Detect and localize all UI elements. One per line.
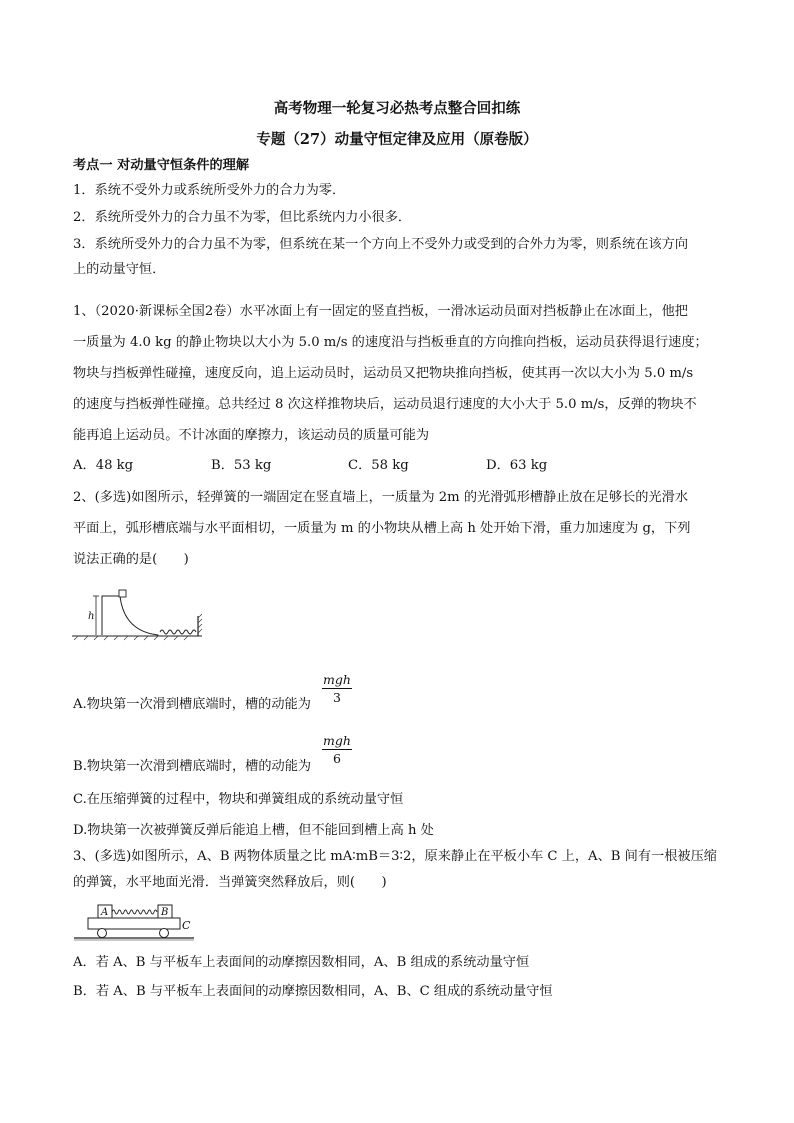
q1-option-d: D．63 kg	[486, 458, 548, 473]
q2-option-c: C.在压缩弹簧的过程中，物块和弹簧组成的系统动量守恒	[73, 792, 404, 807]
q1-line-1: 1、（2020·新课标全国2卷）水平冰面上有一固定的竖直挡板，一滑冰运动员面对挡板静止在冰面上，他把	[73, 304, 688, 319]
condition-point-3-cont: 上的动量守恒．	[73, 262, 166, 277]
condition-point-2: 2．系统所受外力的合力虽不为零，但比系统内力小很多．	[73, 210, 412, 225]
q3-option-a: A．若 A、B 与平板车上表面间的动摩擦因数相同，A、B 组成的系统动量守恒	[73, 955, 530, 970]
q1-line-3: 物块与挡板弹性碰撞，速度反向，追上运动员时，运动员又把物块推向挡板，使其再一次以大小为 5.0 m/s	[73, 366, 694, 381]
q1-option-c: C．58 kg	[348, 458, 409, 473]
q1-line-4: 的速度与挡板弹性碰撞。总共经过 8 次这样推物块后，运动员退行速度的大小大于 5.0 m/s，反弹的物块不	[73, 397, 697, 412]
fraction-numerator: mgh	[323, 733, 351, 748]
condition-point-1: 1．系统不受外力或系统所受外力的合力为零．	[73, 183, 346, 198]
page-subtitle: 专题（27）动量守恒定律及应用（原卷版）	[256, 131, 538, 148]
q2-option-b: B.物块第一次滑到槽底端时，槽的动能为	[73, 759, 312, 774]
q2-option-d: D.物块第一次被弹簧反弹后能追上槽，但不能回到槽上高 h 处	[73, 823, 434, 838]
page-title: 高考物理一轮复习必热考点整合回扣练	[273, 100, 521, 117]
q3-line-1: 3、(多选)如图所示，A、B 两物体质量之比 mA∶mB＝3∶2，原来静止在平板小车 C 上，A、B 间有一根被压缩	[73, 849, 717, 864]
cart-spring-figure	[72, 898, 197, 944]
fraction-denominator: 6	[333, 751, 341, 766]
section-heading: 考点一 对动量守恒条件的理解	[73, 158, 250, 173]
figure-height-label: h	[88, 611, 95, 622]
q1-option-b: B．53 kg	[211, 458, 272, 473]
condition-point-3: 3．系统所受外力的合力虽不为零，但系统在某一个方向上不受外力或受到的合外力为零，则系统在该方向	[73, 237, 689, 252]
q2-line-2: 平面上，弧形槽底端与水平面相切，一质量为 m 的小物块从槽上高 h 处开始下滑，重力加速度为 g，下列	[73, 521, 691, 536]
figure-label-c: C	[182, 919, 191, 932]
fraction-numerator: mgh	[323, 672, 351, 687]
q2-option-b-fraction	[322, 733, 352, 766]
q2-line-3: 说法正确的是( )	[73, 552, 189, 567]
q2-option-a-fraction	[322, 672, 352, 705]
fraction-denominator: 3	[333, 690, 341, 705]
q2-line-1: 2、(多选)如图所示，轻弹簧的一端固定在竖直墙上，一质量为 2m 的光滑弧形槽静止放在足够长的光滑水	[73, 490, 689, 505]
q3-line-2: 的弹簧，水平地面光滑．当弹簧突然释放后，则( )	[73, 875, 387, 890]
q1-option-a: A．48 kg	[73, 458, 134, 473]
q1-line-5: 能再追上运动员。不计冰面的摩擦力，该运动员的质量可能为	[73, 428, 430, 443]
q3-option-b: B．若 A、B 与平板车上表面间的动摩擦因数相同，A、B、C 组成的系统动量守恒	[73, 984, 553, 999]
figure-label-a: A	[101, 907, 109, 918]
q1-line-2: 一质量为 4.0 kg 的静止物块以大小为 5.0 m/s 的速度沿与挡板垂直的方向推向挡板，运动员获得退行速度；	[73, 335, 708, 350]
figure-label-b: B	[161, 907, 169, 918]
q2-option-a: A.物块第一次滑到槽底端时，槽的动能为	[73, 697, 311, 712]
